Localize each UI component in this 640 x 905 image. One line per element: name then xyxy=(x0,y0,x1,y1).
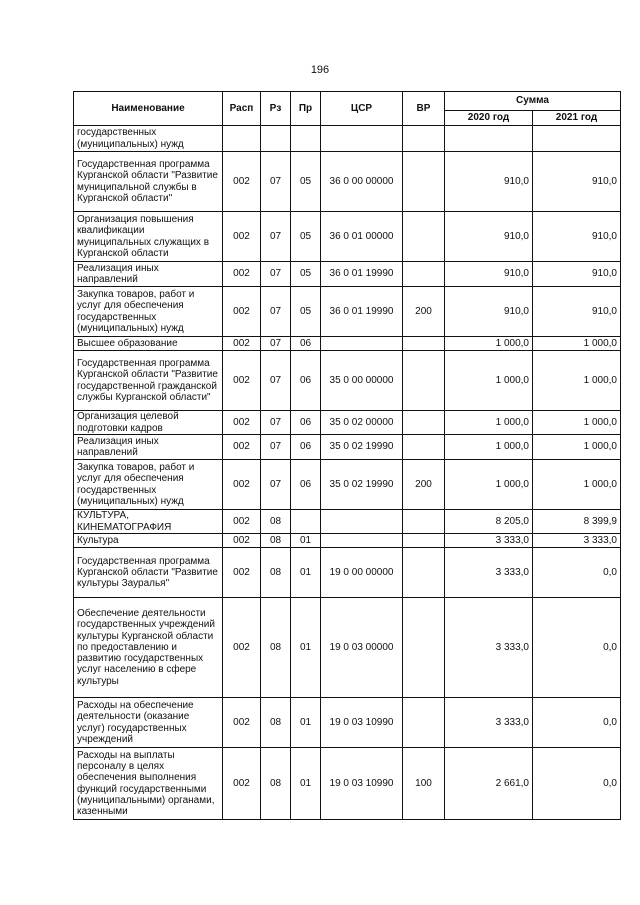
cell-y2021: 8 399,9 xyxy=(533,510,621,534)
cell-pr: 06 xyxy=(291,435,321,460)
table-row xyxy=(74,337,621,351)
cell-rasp: 002 xyxy=(223,262,261,287)
cell-vr xyxy=(403,598,445,698)
cell-rasp: 002 xyxy=(223,411,261,435)
cell-name: Культура xyxy=(74,534,223,548)
cell-name: Реализация иных направлений xyxy=(74,262,223,287)
cell-pr: 06 xyxy=(291,337,321,351)
cell-csr: 35 0 00 00000 xyxy=(321,351,403,411)
cell-rz: 08 xyxy=(261,698,291,748)
cell-y2021: 1 000,0 xyxy=(533,435,621,460)
cell-rz: 07 xyxy=(261,212,291,262)
budget-table xyxy=(73,91,621,820)
cell-y2020: 2 661,0 xyxy=(445,748,533,820)
table-row xyxy=(74,460,621,510)
cell-name: Расходы на обеспечение деятельности (оказание услуг) государственных учреждений xyxy=(74,698,223,748)
table-row xyxy=(74,435,621,460)
cell-y2020: 8 205,0 xyxy=(445,510,533,534)
cell-csr xyxy=(321,126,403,152)
cell-rz: 08 xyxy=(261,598,291,698)
cell-pr: 05 xyxy=(291,287,321,337)
cell-vr xyxy=(403,510,445,534)
cell-y2020: 910,0 xyxy=(445,212,533,262)
cell-rasp: 002 xyxy=(223,287,261,337)
table-row xyxy=(74,152,621,212)
cell-vr xyxy=(403,262,445,287)
cell-rasp: 002 xyxy=(223,152,261,212)
cell-pr xyxy=(291,126,321,152)
cell-name: Реализация иных направлений xyxy=(74,435,223,460)
cell-csr xyxy=(321,510,403,534)
cell-vr xyxy=(403,126,445,152)
cell-y2021: 0,0 xyxy=(533,548,621,598)
cell-csr: 19 0 00 00000 xyxy=(321,548,403,598)
cell-rz: 07 xyxy=(261,351,291,411)
cell-name: Обеспечение деятельности государственных учреждений культуры Курганской области по предоставлению и развитию государственных услуг населению в сфере культуры xyxy=(74,598,223,698)
header-2020: 2020 год xyxy=(445,111,533,126)
cell-y2020: 1 000,0 xyxy=(445,435,533,460)
cell-rasp: 002 xyxy=(223,598,261,698)
cell-rasp: 002 xyxy=(223,337,261,351)
table-row xyxy=(74,126,621,152)
cell-y2021: 910,0 xyxy=(533,287,621,337)
cell-rz: 07 xyxy=(261,287,291,337)
cell-y2020: 3 333,0 xyxy=(445,698,533,748)
cell-y2020: 1 000,0 xyxy=(445,411,533,435)
table-row xyxy=(74,411,621,435)
cell-pr: 01 xyxy=(291,548,321,598)
table-row xyxy=(74,287,621,337)
cell-y2020: 3 333,0 xyxy=(445,598,533,698)
cell-y2021: 0,0 xyxy=(533,698,621,748)
cell-vr xyxy=(403,351,445,411)
header-pr: Пр xyxy=(291,92,321,126)
table-row xyxy=(74,598,621,698)
page-number: 196 xyxy=(310,64,330,76)
cell-rasp xyxy=(223,126,261,152)
cell-csr: 35 0 02 19990 xyxy=(321,435,403,460)
cell-name: государственных (муниципальных) нужд xyxy=(74,126,223,152)
cell-csr: 19 0 03 10990 xyxy=(321,698,403,748)
table-row xyxy=(74,748,621,820)
cell-pr: 01 xyxy=(291,698,321,748)
cell-vr: 100 xyxy=(403,748,445,820)
cell-rasp: 002 xyxy=(223,748,261,820)
cell-name: Высшее образование xyxy=(74,337,223,351)
cell-pr: 06 xyxy=(291,460,321,510)
cell-pr xyxy=(291,510,321,534)
cell-y2021: 3 333,0 xyxy=(533,534,621,548)
cell-name: Закупка товаров, работ и услуг для обеспечения государственных (муниципальных) нужд xyxy=(74,287,223,337)
cell-csr: 36 0 00 00000 xyxy=(321,152,403,212)
cell-pr: 06 xyxy=(291,411,321,435)
cell-y2021: 0,0 xyxy=(533,748,621,820)
cell-y2020: 3 333,0 xyxy=(445,548,533,598)
cell-name: Государственная программа Курганской области "Развитие культуры Зауралья" xyxy=(74,548,223,598)
cell-y2021 xyxy=(533,126,621,152)
table-body xyxy=(74,126,621,820)
table-row xyxy=(74,351,621,411)
table-row xyxy=(74,212,621,262)
cell-y2021: 0,0 xyxy=(533,598,621,698)
cell-rz: 08 xyxy=(261,748,291,820)
cell-y2021: 1 000,0 xyxy=(533,411,621,435)
cell-y2021: 910,0 xyxy=(533,152,621,212)
cell-rz: 07 xyxy=(261,152,291,212)
cell-rasp: 002 xyxy=(223,534,261,548)
cell-rasp: 002 xyxy=(223,548,261,598)
cell-csr: 19 0 03 10990 xyxy=(321,748,403,820)
cell-pr: 05 xyxy=(291,212,321,262)
cell-vr xyxy=(403,337,445,351)
cell-vr xyxy=(403,152,445,212)
cell-rz: 07 xyxy=(261,435,291,460)
cell-y2021: 910,0 xyxy=(533,262,621,287)
cell-pr: 01 xyxy=(291,748,321,820)
cell-vr xyxy=(403,698,445,748)
cell-pr: 01 xyxy=(291,534,321,548)
cell-y2020 xyxy=(445,126,533,152)
header-2021: 2021 год xyxy=(533,111,621,126)
cell-csr: 35 0 02 19990 xyxy=(321,460,403,510)
header-sum: Сумма xyxy=(445,92,621,111)
cell-rasp: 002 xyxy=(223,698,261,748)
cell-rz: 07 xyxy=(261,460,291,510)
cell-name: Организация повышения квалификации муниципальных служащих в Курганской области xyxy=(74,212,223,262)
cell-name: Расходы на выплаты персоналу в целях обеспечения выполнения функций государственными (муниципальными) органами, казенными xyxy=(74,748,223,820)
cell-csr: 36 0 01 19990 xyxy=(321,287,403,337)
cell-y2020: 910,0 xyxy=(445,287,533,337)
table-row xyxy=(74,548,621,598)
cell-vr: 200 xyxy=(403,460,445,510)
cell-csr: 19 0 03 00000 xyxy=(321,598,403,698)
cell-csr xyxy=(321,534,403,548)
cell-rasp: 002 xyxy=(223,460,261,510)
cell-rz: 08 xyxy=(261,510,291,534)
cell-y2021: 1 000,0 xyxy=(533,337,621,351)
cell-csr xyxy=(321,337,403,351)
cell-y2021: 1 000,0 xyxy=(533,351,621,411)
cell-rz: 07 xyxy=(261,262,291,287)
cell-y2020: 910,0 xyxy=(445,152,533,212)
cell-rz: 07 xyxy=(261,337,291,351)
header-csr: ЦСР xyxy=(321,92,403,126)
cell-csr: 36 0 01 19990 xyxy=(321,262,403,287)
cell-y2020: 910,0 xyxy=(445,262,533,287)
table-row xyxy=(74,510,621,534)
header-name: Наименование xyxy=(74,92,223,126)
table-row xyxy=(74,698,621,748)
cell-rasp: 002 xyxy=(223,435,261,460)
cell-name: Закупка товаров, работ и услуг для обеспечения государственных (муниципальных) нужд xyxy=(74,460,223,510)
cell-y2020: 1 000,0 xyxy=(445,351,533,411)
cell-vr xyxy=(403,212,445,262)
cell-rasp: 002 xyxy=(223,351,261,411)
cell-rz: 07 xyxy=(261,411,291,435)
cell-rz xyxy=(261,126,291,152)
cell-vr xyxy=(403,435,445,460)
cell-rasp: 002 xyxy=(223,212,261,262)
cell-csr: 35 0 02 00000 xyxy=(321,411,403,435)
header-vr: ВР xyxy=(403,92,445,126)
table-row xyxy=(74,534,621,548)
cell-name: Организация целевой подготовки кадров xyxy=(74,411,223,435)
cell-name: Государственная программа Курганской области "Развитие муниципальной службы в Курганской области" xyxy=(74,152,223,212)
table-row xyxy=(74,262,621,287)
cell-y2020: 1 000,0 xyxy=(445,460,533,510)
cell-vr xyxy=(403,534,445,548)
cell-vr: 200 xyxy=(403,287,445,337)
header-rz: Рз xyxy=(261,92,291,126)
cell-y2021: 910,0 xyxy=(533,212,621,262)
cell-csr: 36 0 01 00000 xyxy=(321,212,403,262)
cell-vr xyxy=(403,548,445,598)
cell-pr: 06 xyxy=(291,351,321,411)
header-rasp: Расп xyxy=(223,92,261,126)
cell-vr xyxy=(403,411,445,435)
cell-pr: 05 xyxy=(291,262,321,287)
cell-y2021: 1 000,0 xyxy=(533,460,621,510)
cell-name: Государственная программа Курганской области "Развитие государственной гражданской службы Курганской области" xyxy=(74,351,223,411)
cell-rz: 08 xyxy=(261,534,291,548)
cell-pr: 05 xyxy=(291,152,321,212)
cell-pr: 01 xyxy=(291,598,321,698)
cell-rz: 08 xyxy=(261,548,291,598)
cell-y2020: 1 000,0 xyxy=(445,337,533,351)
cell-y2020: 3 333,0 xyxy=(445,534,533,548)
cell-name: КУЛЬТУРА, КИНЕМАТОГРАФИЯ xyxy=(74,510,223,534)
cell-rasp: 002 xyxy=(223,510,261,534)
